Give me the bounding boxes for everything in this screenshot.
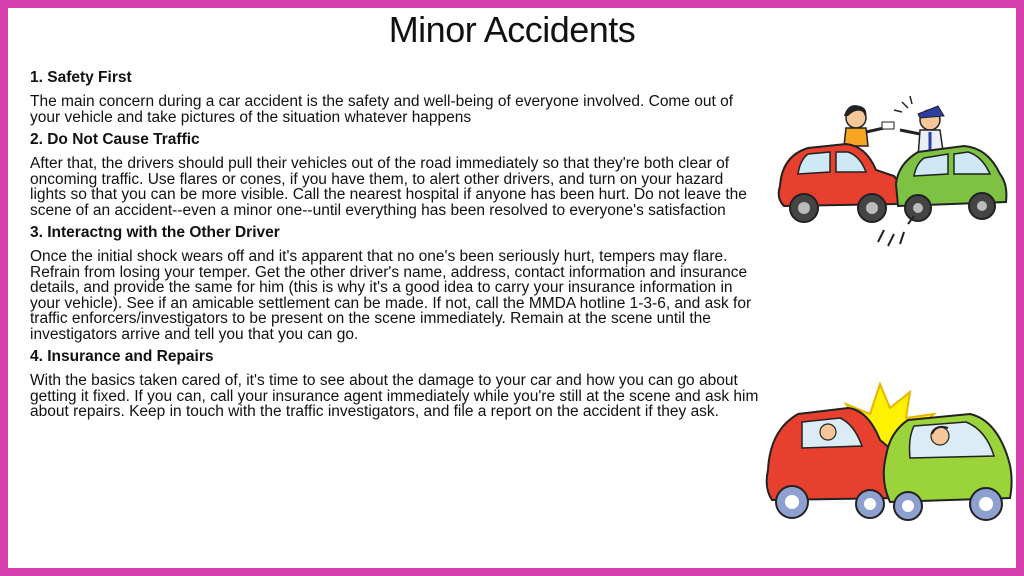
section-2-body: After that, the drivers should pull their vehicles out of the road immediately so that they're both clear of oncoming traffic. Use flares or cones, if you have them, to alert other drivers, and turn on your hazard lights so that you can be more visible. Call the nearest hospital if anyone has been hurt. Do not leave the scene of an accident--even a minor one--until everything has been resolved to everyone's satisfaction — [30, 155, 747, 219]
section-2-heading: 2. Do Not Cause Traffic — [30, 131, 200, 148]
section-1-heading: 1. Safety First — [30, 69, 132, 86]
section-1-body: The main concern during a car accident is the safety and well-being of everyone involved. Come out of your vehicle and take pictures of the situation whatever happens — [30, 93, 734, 126]
slide-title: Minor Accidents — [388, 9, 636, 50]
car-accident-drivers-arguing-icon — [768, 94, 1013, 254]
slide-content — [30, 68, 760, 425]
section-3-body: Once the initial shock wears off and it's apparent that no one's been seriously hurt, tempers may flare. Refrain from losing your temper. Get the other driver's name, address, contact information and insurance details, and provide the same for him (this is why it's a good idea to carry your insurance information in your vehicle). See if an amicable settlement can be made. If not, call the MMDA hotline 1-3-6, and ask for traffic enforcers/investigators to be present on the scene immediately. Remain at the scene until the investigators arrive and tell you that you can go. — [30, 248, 752, 343]
car-crash-collision-icon — [758, 380, 1016, 530]
slide — [8, 8, 1016, 568]
section-4-heading: 4. Insurance and Repairs — [30, 348, 214, 365]
section-3-heading: 3. Interactng with the Other Driver — [30, 224, 280, 241]
section-4-body: With the basics taken cared of, it's time to see about the damage to your car and how you can go about getting it fixed. If you can, call your insurance agent immediately while you're still at the scene and ask him about repairs. Keep in touch with the traffic investigators, and file a report on the accident if they ask. — [30, 372, 759, 420]
